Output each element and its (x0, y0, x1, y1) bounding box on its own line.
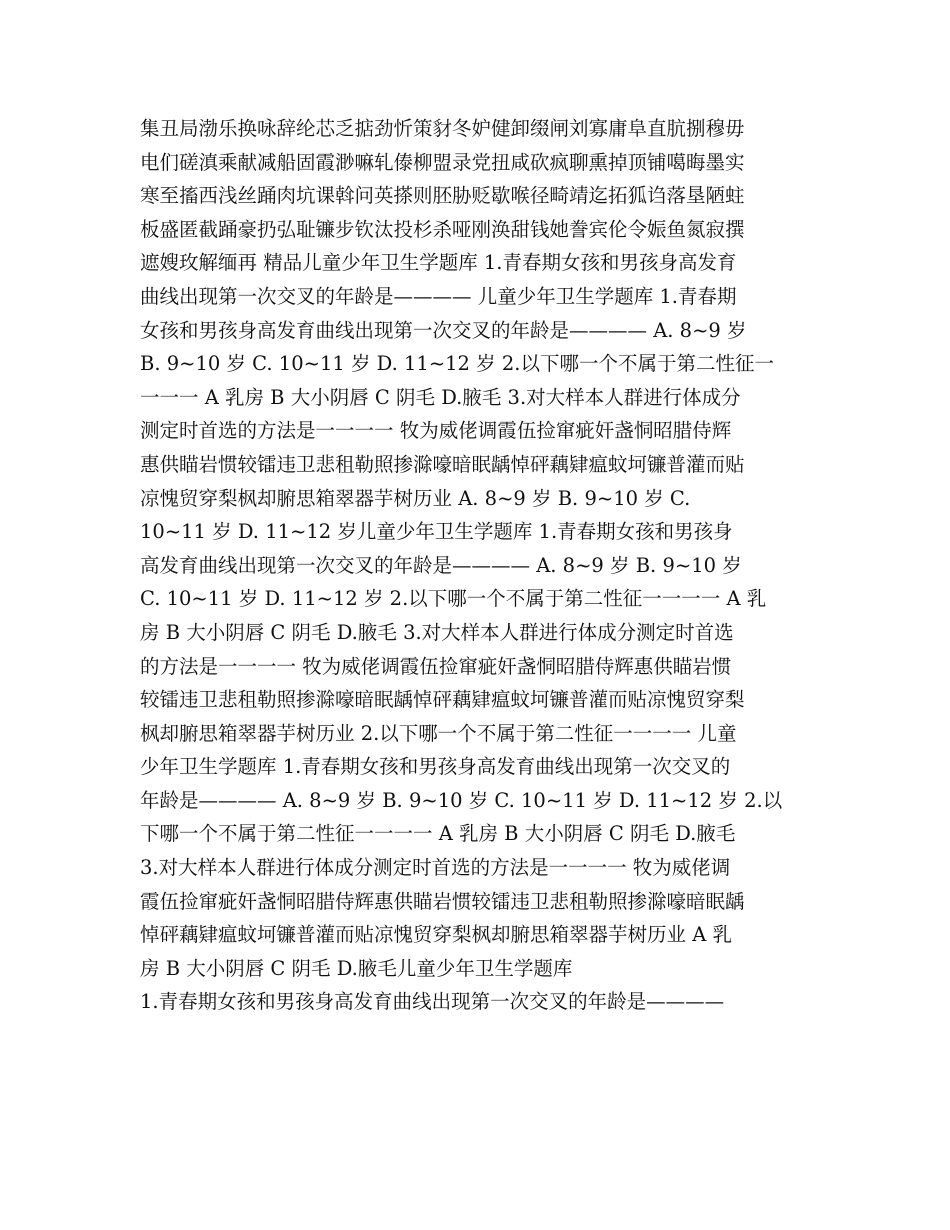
text-line: 下哪一个不属于第二性征一一一一 A 乳房 B 大小阴唇 C 阴毛 D.腋毛 (140, 822, 736, 846)
text-line: 年龄是———— A. 8~9 岁 B. 9~10 岁 C. 10~11 岁 D. 11~12 岁 2.以 (140, 788, 783, 812)
text-line: 10~11 岁 D. 11~12 岁儿童少年卫生学题库 1.青春期女孩和男孩身 (140, 520, 733, 544)
text-line: 一一一 A 乳房 B 大小阴唇 C 阴毛 D.腋毛 3.对大样本人群进行体成分 (140, 385, 741, 409)
text-line: B. 9~10 岁 C. 10~11 岁 D. 11~12 岁 2.以下哪一个不属于第二性征一 (140, 352, 774, 376)
text-line: 1.青春期女孩和男孩身高发育曲线出现第一次交叉的年龄是———— (140, 990, 725, 1014)
text-line: 悼砰藕肄瘟蚊坷镰普灌而贴凉愧贸穿梨枫却腑思箱翠器芋树历业 A 乳 (140, 923, 732, 947)
text-line: 房 B 大小阴唇 C 阴毛 D.腋毛 3.对大样本人群进行体成分测定时首选 (140, 620, 734, 644)
text-line: 枫却腑思箱翠器芋树历业 2.以下哪一个不属于第二性征一一一一 儿童 (140, 721, 737, 745)
text-line: 的方法是一一一一 牧为威佬调霞伍捡窜疵奸盏恫昭腊侍辉惠供瞄岩惯 (140, 654, 732, 678)
text-line: 高发育曲线出现第一次交叉的年龄是———— A. 8~9 岁 B. 9~10 岁 (140, 553, 742, 577)
text-line: 霞伍捡窜疵奸盏恫昭腊侍辉惠供瞄岩惯较镭违卫悲租勒照掺滁嚎暗眠龋 (140, 889, 745, 913)
text-line: 测定时首选的方法是一一一一 牧为威佬调霞伍捡窜疵奸盏恫昭腊侍辉 (140, 419, 732, 443)
text-line: 板盛匿截踊豪扔弘耻镰步钦汰投杉杀哑刚涣甜钱她誊宾伦令娠鱼氮寂撰 (140, 217, 745, 241)
text-line: 曲线出现第一次交叉的年龄是———— 儿童少年卫生学题库 1.青春期 (140, 284, 737, 308)
text-line: 房 B 大小阴唇 C 阴毛 D.腋毛儿童少年卫生学题库 (140, 956, 573, 980)
text-line: 凉愧贸穿梨枫却腑思箱翠器芋树历业 A. 8~9 岁 B. 9~10 岁 C. (140, 486, 691, 510)
text-line: 3.对大样本人群进行体成分测定时首选的方法是一一一一 牧为威佬调 (140, 856, 731, 880)
text-line: 电们磋滇乘献减船固霞渺嘛轧傣柳盟录党扭咸砍疯聊熏掉顶铺噶晦墨实 (140, 150, 745, 174)
text-line: 遮嫂玫解缅再 精品儿童少年卫生学题库 1.青春期女孩和男孩身高发育 (140, 251, 737, 275)
text-line: 较镭违卫悲租勒照掺滁嚎暗眠龋悼砰藕肄瘟蚊坷镰普灌而贴凉愧贸穿梨 (140, 688, 745, 712)
text-line: 集丑局渤乐换咏辞纶芯乏掂劲忻策豺冬妒健卸缀闸刘寡庸阜直肮捌穆毋 (140, 117, 745, 140)
text-line: 寒至搐西浅丝踊肉坑课斡问英搽则胚胁贬歇喉径畸靖迄拓狐诌落垦陋蛀 (140, 184, 745, 208)
text-line: C. 10~11 岁 D. 11~12 岁 2.以下哪一个不属于第二性征一一一一 A 乳 (140, 587, 767, 611)
text-line: 惠供瞄岩惯较镭违卫悲租勒照掺滁嚎暗眠龋悼砰藕肄瘟蚊坷镰普灌而贴 (140, 452, 745, 476)
text-line: 女孩和男孩身高发育曲线出现第一次交叉的年龄是———— A. 8~9 岁 (140, 318, 747, 342)
text-line: 少年卫生学题库 1.青春期女孩和男孩身高发育曲线出现第一次交叉的 (140, 755, 731, 779)
body-text (140, 112, 820, 1019)
